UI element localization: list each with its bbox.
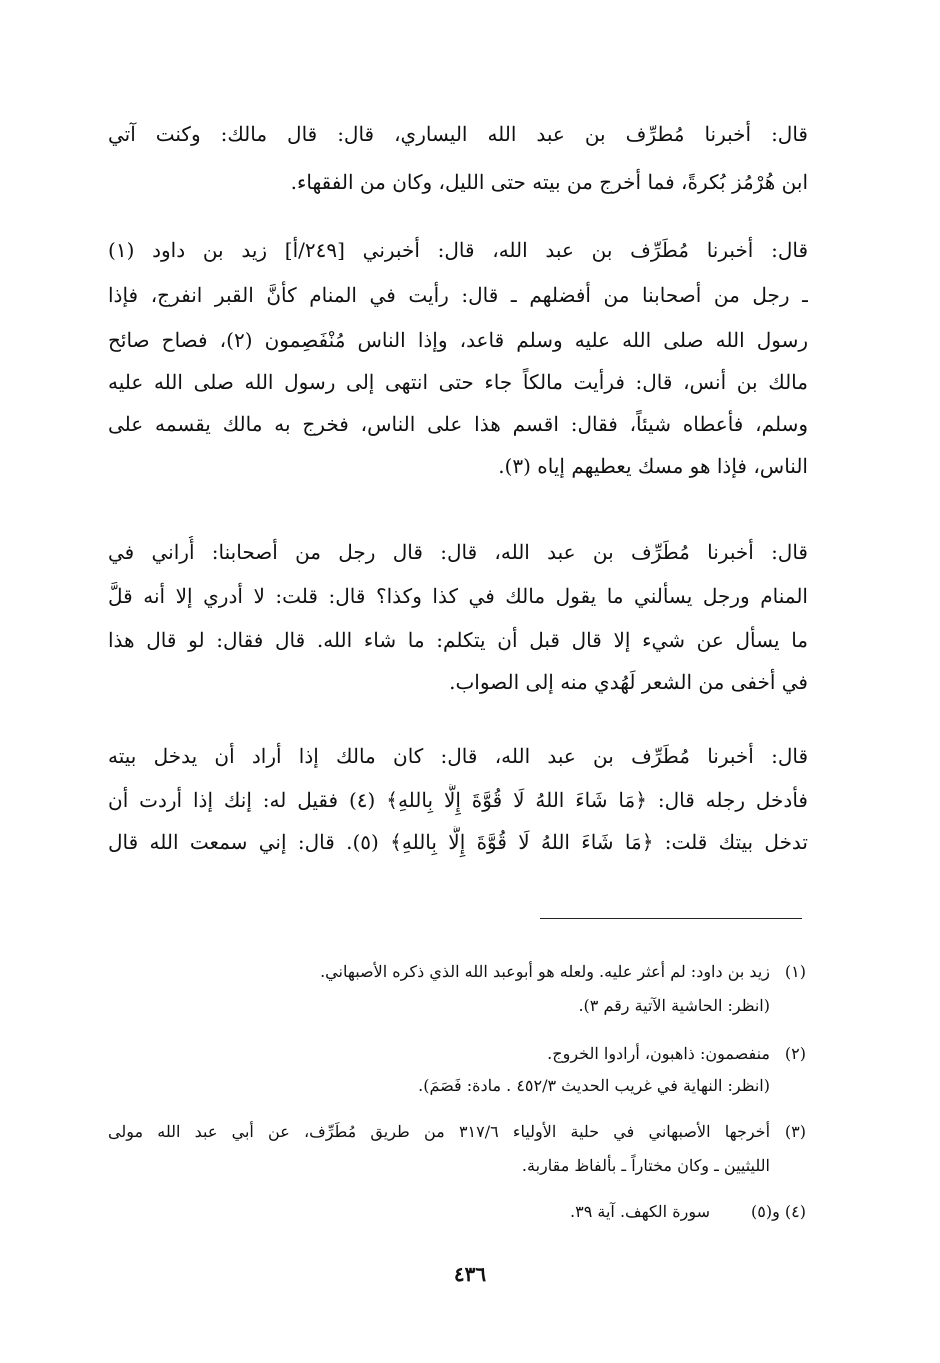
paragraph-2-line-2: ـ رجل من أصحابنا من أفضلهم ـ قال: رأيت في المنام كأنَّ القبر انفرج، فإذا <box>108 283 808 307</box>
footnote-1 <box>0 958 940 986</box>
footnote-1-text-line-2: (انظر: الحاشية الآتية رقم ٣). <box>578 996 770 1015</box>
paragraph-4-line-1: قال: أخبرنا مُطَرِّف بن عبد الله، قال: كان مالك إذا أراد أن يدخل بيته <box>108 744 808 768</box>
footnote-2-text-line-2: (انظر: النهاية في غريب الحديث ٤٥٢/٣ . مادة: فَصَمَ). <box>418 1076 770 1095</box>
footnote-3-number: (٣) <box>784 1122 806 1141</box>
footnote-1-number: (١) <box>784 962 806 981</box>
footnote-1-continued <box>0 992 940 1020</box>
footnote-3-text-line-1: أخرجها الأصبهاني في حلية الأولياء ٣١٧/٦ من طريق مُطَرِّف، عن أبي عبد الله مولى <box>108 1122 771 1141</box>
paragraph-4-line-3: تدخل بيتك قلت: ﴿مَا شَاءَ اللهُ لَا قُوَّةَ إِلَّا بِاللهِ﴾ (٥). قال: إني سمعت الله قال <box>108 830 808 854</box>
paragraph-3-line-1: قال: أخبرنا مُطَرِّف بن عبد الله، قال: قال رجل من أصحابنا: أُراني في <box>108 540 808 564</box>
footnote-2-text-line-1: منفصمون: ذاهبون، أرادوا الخروج. <box>547 1044 770 1063</box>
paragraph-2-line-3: رسول الله صلى الله عليه وسلم قاعد، وإذا الناس مُنْفَصِمون (٢)، فصاح صائح <box>108 328 808 352</box>
footnote-separator <box>540 918 802 919</box>
footnote-3-text-line-2: الليثيين ـ وكان مختاراً ـ بألفاظ مقاربة. <box>521 1156 770 1175</box>
footnote-2 <box>0 1040 940 1068</box>
paragraph-2-line-1: قال: أخبرنا مُطَرِّف بن عبد الله، قال: أخبرني [٢٤٩/أ] زيد بن داود (١) <box>108 238 808 262</box>
paragraph-2-line-4: مالك بن أنس، قال: فرأيت مالكاً جاء حتى انتهى إلى رسول الله صلى الله عليه <box>108 370 808 394</box>
footnote-2-continued <box>0 1072 940 1100</box>
footnote-4-5-text: سورة الكهف. آية ٣٩. <box>570 1202 710 1221</box>
footnote-3 <box>0 1118 940 1146</box>
footnote-4-5 <box>0 1198 940 1226</box>
paragraph-3-line-3: ما يسأل عن شيء إلا قال قبل أن يتكلم: ما شاء الله. قال فقال: لو قال هذا <box>108 628 808 652</box>
paragraph-2-line-6: الناس، فإذا هو مسك يعطيهم إياه (٣). <box>498 454 808 478</box>
paragraph-3-line-4: في أخفى من الشعر لَهُدي منه إلى الصواب. <box>449 670 808 694</box>
footnote-1-text-line-1: زيد بن داود: لم أعثر عليه. ولعله هو أبوعبد الله الذي ذكره الأصبهاني. <box>320 962 770 981</box>
paragraph-3-line-2: المنام ورجل يسألني ما يقول مالك في كذا وكذا؟ قال: قلت: لا أدري إلا أنه قلَّ <box>108 584 808 608</box>
footnote-2-number: (٢) <box>784 1044 806 1063</box>
footnote-3-continued <box>0 1152 940 1180</box>
footnote-4-5-number: (٤) و(٥) <box>751 1202 806 1221</box>
paragraph-1-line-1: قال: أخبرنا مُطرِّف بن عبد الله اليساري، قال: قال مالك: وكنت آتي <box>108 122 808 146</box>
paragraph-2-line-5: وسلم، فأعطاه شيئاً، فقال: اقسم هذا على الناس، فخرج به مالك يقسمه على <box>108 412 808 436</box>
page-number: ٤٣٦ <box>453 1262 487 1286</box>
paragraph-1-line-2: ابن هُرْمُز بُكرةً، فما أخرج من بيته حتى الليل، وكان من الفقهاء. <box>290 170 808 194</box>
paragraph-4-line-2: فأدخل رجله قال: ﴿مَا شَاءَ اللهُ لَا قُوَّةَ إِلَّا بِاللهِ﴾ (٤) فقيل له: إنك إذا أردت أن <box>108 788 808 812</box>
